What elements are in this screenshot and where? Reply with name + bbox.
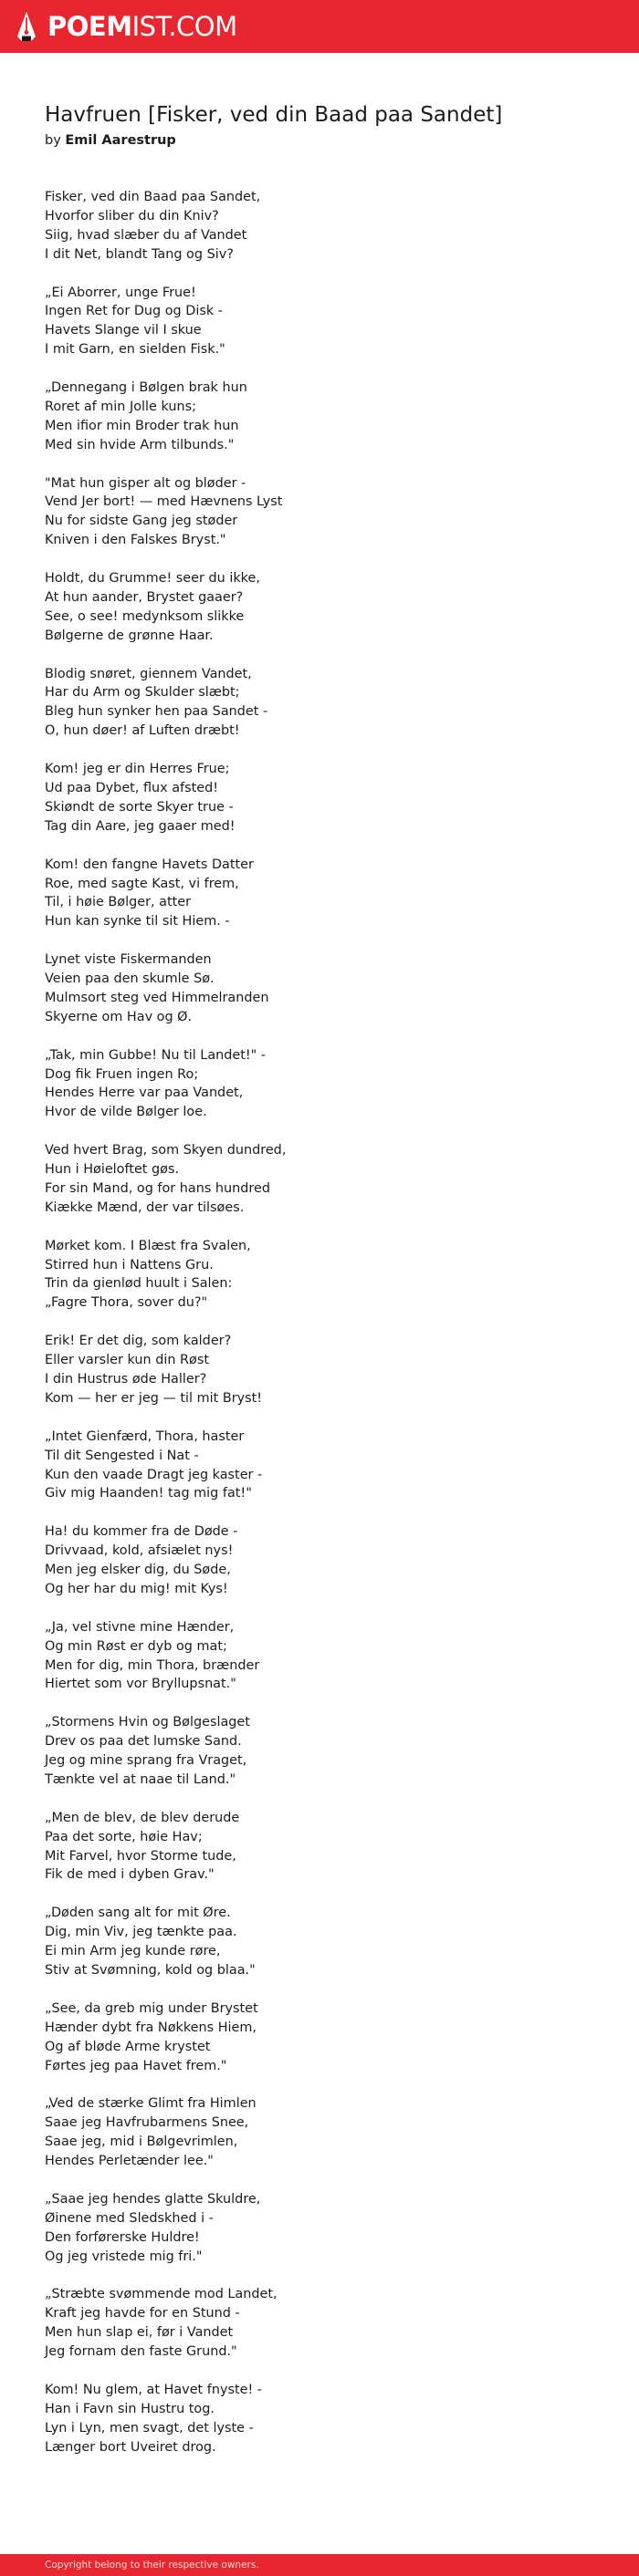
poem-article bbox=[45, 102, 592, 2457]
copyright-notice: Copyright belong to their respective owners. bbox=[45, 2560, 259, 2571]
poem-line: Giv mig Haanden! tag mig fat!" bbox=[45, 1486, 252, 1501]
logo-text-light: IST.COM bbox=[131, 10, 237, 42]
poem-line: Mørket kom. I Blæst fra Svalen, bbox=[45, 1238, 251, 1253]
poem-line: Ei min Arm jeg kunde røre, bbox=[45, 1944, 221, 1959]
poem-line: Og her har du mig! mit Kys! bbox=[45, 1581, 228, 1596]
poem-line: Men hun slap ei, før i Vandet bbox=[45, 2325, 234, 2341]
poem-line: „Intet Gienfærd, Thora, haster bbox=[45, 1428, 245, 1444]
poem-line: Han i Favn sin Hustru tog. bbox=[45, 2401, 215, 2416]
poem-line: Bleg hun synker hen paa Sandet - bbox=[45, 704, 268, 720]
poem-line: Førtes jeg paa Havet frem." bbox=[45, 2058, 227, 2073]
poem-line: „Men de blev, de blev derude bbox=[45, 1810, 240, 1825]
poem-stanza bbox=[45, 284, 592, 360]
poem-line: Øinene med Sledskhed i - bbox=[45, 2210, 214, 2226]
poem-line: Og af bløde Arme krystet bbox=[45, 2039, 211, 2054]
poem-line: Kom! jeg er din Herres Frue; bbox=[45, 762, 230, 777]
poem-line: Ingen Ret for Dug og Disk - bbox=[45, 304, 223, 319]
poem-line: Kiække Mænd, der var tilsøes. bbox=[45, 1200, 245, 1215]
poem-line: Havets Slange vil I skue bbox=[45, 323, 202, 338]
poem-stanza bbox=[45, 379, 592, 455]
poem-stanza bbox=[45, 1809, 592, 1885]
poem-line: Paa det sorte, høie Hav; bbox=[45, 1829, 203, 1844]
byline bbox=[45, 131, 592, 150]
poem-stanza bbox=[45, 1237, 592, 1314]
poem-line: Kraft jeg havde for en Stund - bbox=[45, 2306, 240, 2322]
poem-line: Ud paa Dybet, flux afsted! bbox=[45, 781, 219, 795]
poem-stanza bbox=[45, 2190, 592, 2267]
fountain-pen-nib-icon bbox=[16, 11, 37, 42]
poem-line: Jeg og mine sprang fra Vraget, bbox=[45, 1753, 247, 1769]
poem-stanza bbox=[45, 1904, 592, 1980]
poem-line: Men for dig, min Thora, brænder bbox=[45, 1657, 260, 1673]
poem-line: Hun kan synke til sit Hiem. - bbox=[45, 914, 230, 930]
poem-line: Nu for sidste Gang jeg støder bbox=[45, 514, 238, 529]
poem-line: Kniven i den Falskes Bryst." bbox=[45, 533, 226, 548]
poem-line: Drev os paa det lumske Sand. bbox=[45, 1734, 242, 1750]
poem-stanza bbox=[45, 188, 592, 265]
poem-line: „Ved de stærke Glimt fra Himlen bbox=[45, 2096, 257, 2112]
poem-line: Til dit Sengested i Nat - bbox=[45, 1448, 199, 1463]
poem-line: Fik de med i dyben Grav." bbox=[45, 1867, 215, 1883]
poem-line: Til, i høie Bølger, atter bbox=[45, 895, 192, 910]
poem-stanza bbox=[45, 665, 592, 742]
poem-line: Kom! den fangne Havets Datter bbox=[45, 857, 254, 872]
poem-line: „Saae jeg hendes glatte Skuldre, bbox=[45, 2191, 261, 2207]
poem-line: Jeg fornam den faste Grund." bbox=[45, 2344, 237, 2360]
site-logo-link[interactable] bbox=[16, 11, 237, 42]
poem-stanza bbox=[45, 1046, 592, 1123]
poem-line: Tag din Aare, jeg gaaer med! bbox=[45, 818, 236, 834]
poem-stanza bbox=[45, 1618, 592, 1695]
poem-line: „Fagre Thora, sover du?" bbox=[45, 1295, 208, 1311]
poem-line: Hvor de vilde Bølger loe. bbox=[45, 1105, 207, 1120]
poem-stanza bbox=[45, 2381, 592, 2457]
poem-line: Og min Røst er dyb og mat; bbox=[45, 1638, 227, 1654]
poem-line: See, o see! medynksom slikke bbox=[45, 608, 245, 624]
poem-line: Bølgerne de grønne Haar. bbox=[45, 628, 214, 643]
poem-line: Saae jeg Havfrubarmens Snee, bbox=[45, 2115, 249, 2131]
poem-body bbox=[45, 188, 592, 2457]
poem-line: Roe, med sagte Kast, vi frem, bbox=[45, 876, 239, 891]
poem-line: Stirred hun i Nattens Gru. bbox=[45, 1257, 214, 1272]
poem-stanza bbox=[45, 569, 592, 646]
poem-line: Trin da gienlød huult i Salen: bbox=[45, 1276, 233, 1292]
poem-line: Roret af min Jolle kuns; bbox=[45, 399, 196, 414]
poem-line: Kun den vaade Dragt jeg kaster - bbox=[45, 1467, 263, 1482]
top-bar bbox=[0, 0, 639, 53]
poem-stanza bbox=[45, 856, 592, 932]
poem-line: Erik! Er det dig, som kalder? bbox=[45, 1334, 232, 1349]
poem-line: Hænder dybt fra Nøkkens Hiem, bbox=[45, 2020, 257, 2035]
logo-text-bold: POEM bbox=[47, 10, 132, 42]
poem-stanza bbox=[45, 1332, 592, 1408]
poem-line: Og jeg vristede mig fri." bbox=[45, 2249, 203, 2264]
poem-stanza bbox=[45, 950, 592, 1027]
poem-line: Vend Jer bort! — med Hævnens Lyst bbox=[45, 494, 283, 510]
poem-line: Hun i Høieloftet gøs. bbox=[45, 1162, 180, 1178]
poem-line: „Dennegang i Bølgen brak hun bbox=[45, 380, 247, 396]
poem-stanza bbox=[45, 1141, 592, 1218]
poem-line: Tænkte vel at naae til Land." bbox=[45, 1771, 236, 1787]
poem-line: Med sin hvide Arm tilbunds." bbox=[45, 437, 235, 452]
poem-line: Dig, min Viv, jeg tænkte paa. bbox=[45, 1925, 237, 1940]
poem-line: At hun aander, Brystet gaaer? bbox=[45, 589, 244, 605]
poem-line: Hvorfor sliber du din Kniv? bbox=[45, 208, 219, 223]
poem-line: Blodig snøret, giennem Vandet, bbox=[45, 666, 252, 681]
poem-line: Fisker, ved din Baad paa Sandet, bbox=[45, 190, 261, 204]
poem-line: „Stormens Hvin og Bølgeslaget bbox=[45, 1715, 250, 1730]
poem-line: Stiv at Svømning, kold og blaa." bbox=[45, 1963, 256, 1978]
poem-line: I din Hustrus øde Haller? bbox=[45, 1372, 207, 1387]
poem-line: „Tak, min Gubbe! Nu til Landet!" - bbox=[45, 1047, 267, 1063]
poem-line: Drivvaad, kold, afsiælet nys! bbox=[45, 1543, 234, 1559]
poem-line: Har du Arm og Skulder slæbt; bbox=[45, 685, 240, 701]
poem-line: Hendes Perletænder lee." bbox=[45, 2154, 214, 2169]
poem-line: Kom — her er jeg — til mit Bryst! bbox=[45, 1390, 263, 1406]
poem-line: I mit Garn, en sielden Fisk." bbox=[45, 342, 225, 358]
poem-line: Lyn i Lyn, men svagt, det lyste - bbox=[45, 2420, 254, 2436]
poem-line: Skiøndt de sorte Skyer true - bbox=[45, 799, 234, 815]
poem-line: „Døden sang alt for mit Øre. bbox=[45, 1906, 231, 1921]
poem-stanza bbox=[45, 2094, 592, 2171]
poem-line: Ved hvert Brag, som Skyen dundred, bbox=[45, 1143, 287, 1158]
poem-stanza bbox=[45, 1428, 592, 1504]
poem-line: Men jeg elsker dig, du Søde, bbox=[45, 1563, 231, 1578]
poem-line: For sin Mand, og for hans hundred bbox=[45, 1180, 270, 1196]
poem-line: Saae jeg, mid i Bølgevrimlen, bbox=[45, 2135, 238, 2150]
poem-line: Dog fik Fruen ingen Ro; bbox=[45, 1066, 199, 1082]
poem-line: Veien paa den skumle Sø. bbox=[45, 971, 215, 987]
author-link[interactable]: Emil Aarestrup bbox=[65, 133, 176, 148]
byline-prefix: by bbox=[45, 133, 61, 148]
poem-line: Hiertet som vor Bryllupsnat." bbox=[45, 1677, 236, 1692]
poem-line: „Stræbte svømmende mod Landet, bbox=[45, 2287, 278, 2302]
poem-line: Skyerne om Hav og Ø. bbox=[45, 1009, 193, 1024]
poem-line: Holdt, du Grumme! seer du ikke, bbox=[45, 571, 260, 587]
poem-line: O, hun døer! af Luften dræbt! bbox=[45, 723, 240, 739]
poem-line: Den forførerske Huldre! bbox=[45, 2229, 200, 2245]
footer bbox=[0, 2554, 639, 2576]
poem-line: Hendes Herre var paa Vandet, bbox=[45, 1085, 244, 1101]
poem-stanza bbox=[45, 760, 592, 836]
poem-stanza bbox=[45, 1522, 592, 1599]
poem-line: Men ifior min Broder trak hun bbox=[45, 418, 239, 433]
poem-title: Havfruen [Fisker, ved din Baad paa Sandet] bbox=[45, 103, 503, 127]
poem-line: Længer bort Uveiret drog. bbox=[45, 2439, 216, 2455]
poem-line: „Ei Aborrer, unge Frue! bbox=[45, 285, 196, 300]
poem-line: I dit Net, blandt Tang og Siv? bbox=[45, 246, 234, 262]
poem-line: „See, da greb mig under Brystet bbox=[45, 2000, 258, 2016]
poem-line: Mit Farvel, hvor Storme tude, bbox=[45, 1848, 236, 1864]
poem-line: „Ja, vel stivne mine Hænder, bbox=[45, 1619, 235, 1635]
poem-line: Eller varsler kun din Røst bbox=[45, 1353, 210, 1368]
poem-stanza bbox=[45, 2285, 592, 2362]
poem-stanza bbox=[45, 2000, 592, 2076]
poem-line: Kom! Nu glem, at Havet fnyste! - bbox=[45, 2382, 262, 2397]
poem-line: Siig, hvad slæber du af Vandet bbox=[45, 227, 247, 243]
poem-line: Ha! du kommer fra de Døde - bbox=[45, 1524, 238, 1540]
logo-wordmark bbox=[47, 10, 237, 42]
poem-line: "Mat hun gisper alt og bløder - bbox=[45, 475, 246, 491]
poem-stanza bbox=[45, 1713, 592, 1790]
poem-line: Mulmsort steg ved Himmelranden bbox=[45, 990, 269, 1005]
poem-line: Lynet viste Fiskermanden bbox=[45, 952, 212, 968]
poem-stanza bbox=[45, 474, 592, 551]
